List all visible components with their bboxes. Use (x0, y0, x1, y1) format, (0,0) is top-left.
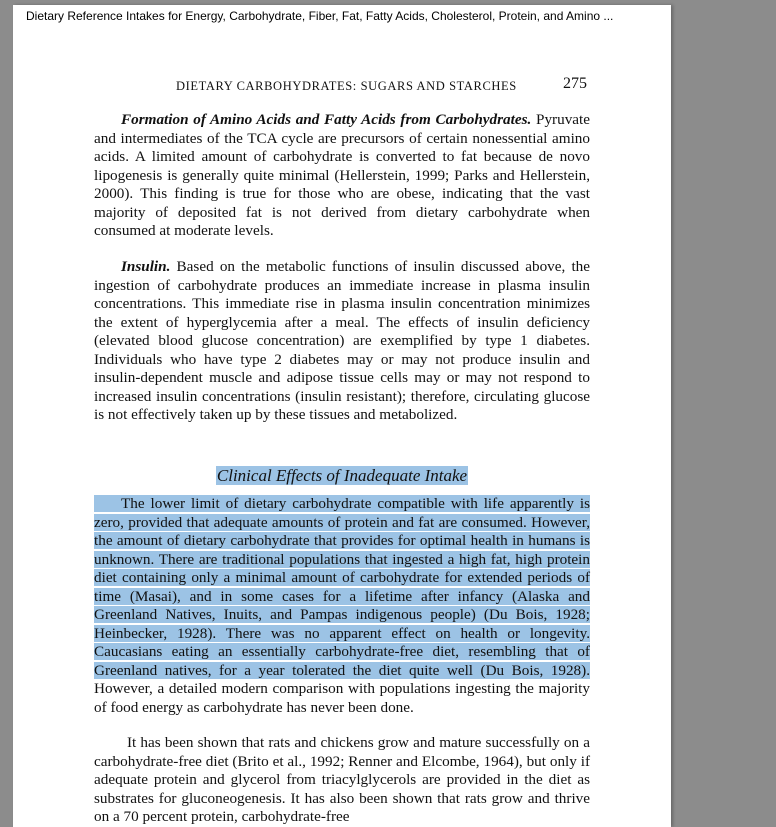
paragraph-formation-text: Pyruvate and intermediates of the TCA cycle are precursors of certain nonessential amino acids. A limited amount of carbohydrate is converted to fat because de novo lipogenesis is generally quite minimal (Hellerstein, 1999; Parks and Hellerstein, 2000). This finding is true for those who are obese, indicating that the vast majority of deposited fat is not derived from dietary carbohydrate when consumed at moderate levels. (94, 111, 590, 239)
paragraph-clinical (94, 495, 590, 717)
section-heading-text[interactable]: Clinical Effects of Inadequate Intake (216, 466, 468, 485)
section-heading (13, 466, 671, 486)
paragraph-rats-text: It has been shown that rats and chickens grow and mature successfully on a carbohydrate-free diet (Brito et al., 1992; Renner and Elcombe, 1964), but only if adequate protein and glycerol from triacylglycerols are provided in the diet as substrates for gluconeogenesis. It has also been shown that rats grow and thrive on a 70 percent protein, carbohydrate-free (94, 734, 590, 825)
paragraph-rats (94, 734, 590, 827)
paragraph-insulin (94, 258, 590, 425)
selected-text[interactable]: The lower limit of dietary carbohydrate compatible with life apparently is zero, provided that adequate amounts of protein and fat are consumed. However, the amount of dietary carbohydrate that provides for optimal health in humans is unknown. There are traditional populations that ingested a high fat, high protein diet containing only a minimal amount of carbohydrate for extended periods of time (Masai), and in some cases for a lifetime after infancy (Alaska and Greenland Natives, Inuits, and Pampas indigenous people) (Du Bois, 1928; Heinbecker, 1928). There was no apparent effect on health or longevity. Caucasians eating an essentially carbohydrate-free diet, resembling that of Greenland natives, for a year tolerated the diet quite well (Du Bois, 1928). (94, 495, 590, 679)
document-page (13, 5, 671, 827)
paragraph-formation (94, 111, 590, 241)
paragraph-insulin-text: Based on the metabolic functions of insulin discussed above, the ingestion of carbohydrate produces an immediate increase in plasma insulin concentrations. This immediate rise in plasma insulin concentration minimizes the extent of hyperglycemia after a meal. The effects of insulin deficiency (elevated blood glucose concentration) are exemplified by type 1 diabetes. Individuals who have type 2 diabetes may or may not produce insulin and insulin-dependent muscle and adipose tissue cells may or may not respond to increased insulin concentrations (insulin resistant); therefore, circulating glucose is not effectively taken up by these tissues and metabolized. (94, 258, 590, 423)
runin-heading-insulin: Insulin. (121, 258, 171, 275)
page-number: 275 (563, 75, 587, 92)
document-title: Dietary Reference Intakes for Energy, Carbohydrate, Fiber, Fat, Fatty Acids, Cholesterol, Protein, and Amino ... (26, 9, 614, 23)
highlight-lead (94, 495, 121, 512)
running-head: DIETARY CARBOHYDRATES: SUGARS AND STARCHES (176, 79, 517, 93)
paragraph-clinical-rest: However, a detailed modern comparison with populations ingesting the majority of food energy as carbohydrate has never been done. (94, 680, 590, 716)
runin-heading-formation: Formation of Amino Acids and Fatty Acids from Carbohydrates. (121, 111, 532, 128)
